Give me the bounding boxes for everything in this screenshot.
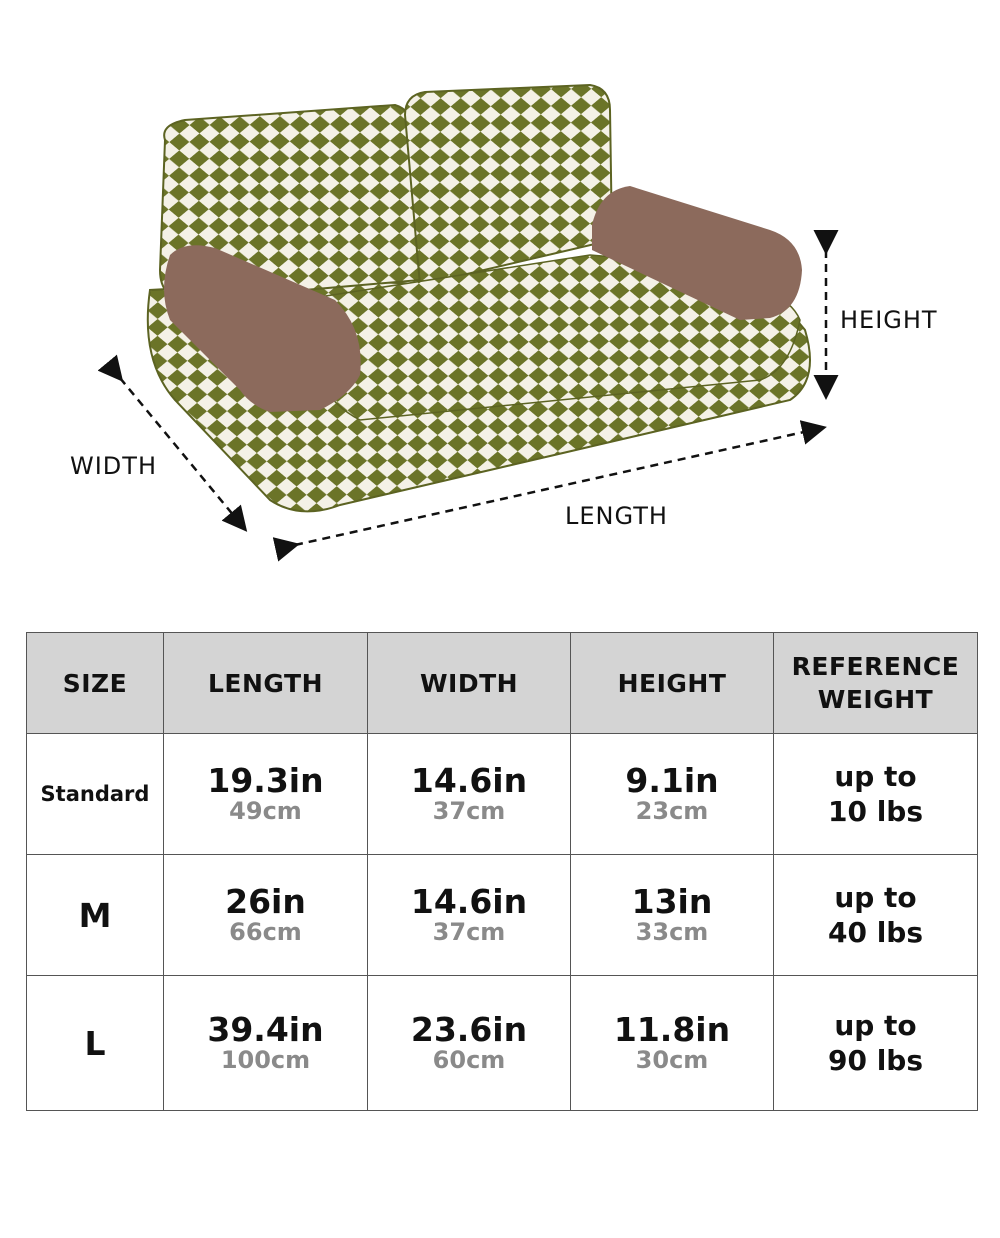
size-cell: Standard [40, 782, 150, 806]
length-in: 19.3in [207, 761, 324, 800]
table-row [27, 734, 978, 855]
length-cm: 49cm [229, 797, 302, 825]
size-cell: L [84, 1023, 106, 1063]
weight-line-1: up to [834, 760, 917, 793]
sofa-back-right [405, 85, 612, 285]
height-in: 9.1in [625, 761, 719, 800]
weight-line-1: up to [834, 1009, 917, 1042]
height-in: 11.8in [613, 1010, 731, 1049]
table-header-row [27, 633, 978, 734]
table-row [27, 976, 978, 1111]
height-in: 13in [631, 882, 713, 921]
weight-line-2: 10 lbs [827, 795, 924, 828]
height-cm: 30cm [635, 1046, 709, 1074]
width-cm: 60cm [432, 1046, 506, 1074]
height-cm: 33cm [635, 918, 709, 946]
width-cm: 37cm [432, 918, 506, 946]
table-row [27, 855, 978, 976]
length-label: LENGTH [565, 502, 668, 530]
length-cm: 66cm [229, 918, 302, 946]
width-in: 14.6in [410, 761, 528, 800]
width-in: 23.6in [410, 1010, 528, 1049]
header-reference-weight: REFERENCE WEIGHT [774, 633, 978, 734]
length-in: 39.4in [207, 1010, 324, 1049]
height-cm: 23cm [635, 797, 709, 825]
width-cm: 37cm [432, 797, 506, 825]
header-size: SIZE [27, 633, 164, 734]
weight-line-2: 40 lbs [827, 916, 924, 949]
header-length: LENGTH [164, 633, 368, 734]
weight-line-1: up to [834, 881, 917, 914]
header-height: HEIGHT [571, 633, 774, 734]
length-cm: 100cm [220, 1046, 311, 1074]
sofa [148, 85, 810, 511]
weight-line-2: 90 lbs [827, 1044, 924, 1077]
size-cell: M [78, 895, 112, 935]
height-label: HEIGHT [840, 306, 938, 334]
header-width: WIDTH [368, 633, 571, 734]
width-in: 14.6in [410, 882, 528, 921]
length-in: 26in [225, 882, 306, 921]
width-label: WIDTH [70, 452, 157, 480]
pet-sofa-illustration [0, 0, 1000, 600]
size-chart-table [26, 632, 978, 1111]
